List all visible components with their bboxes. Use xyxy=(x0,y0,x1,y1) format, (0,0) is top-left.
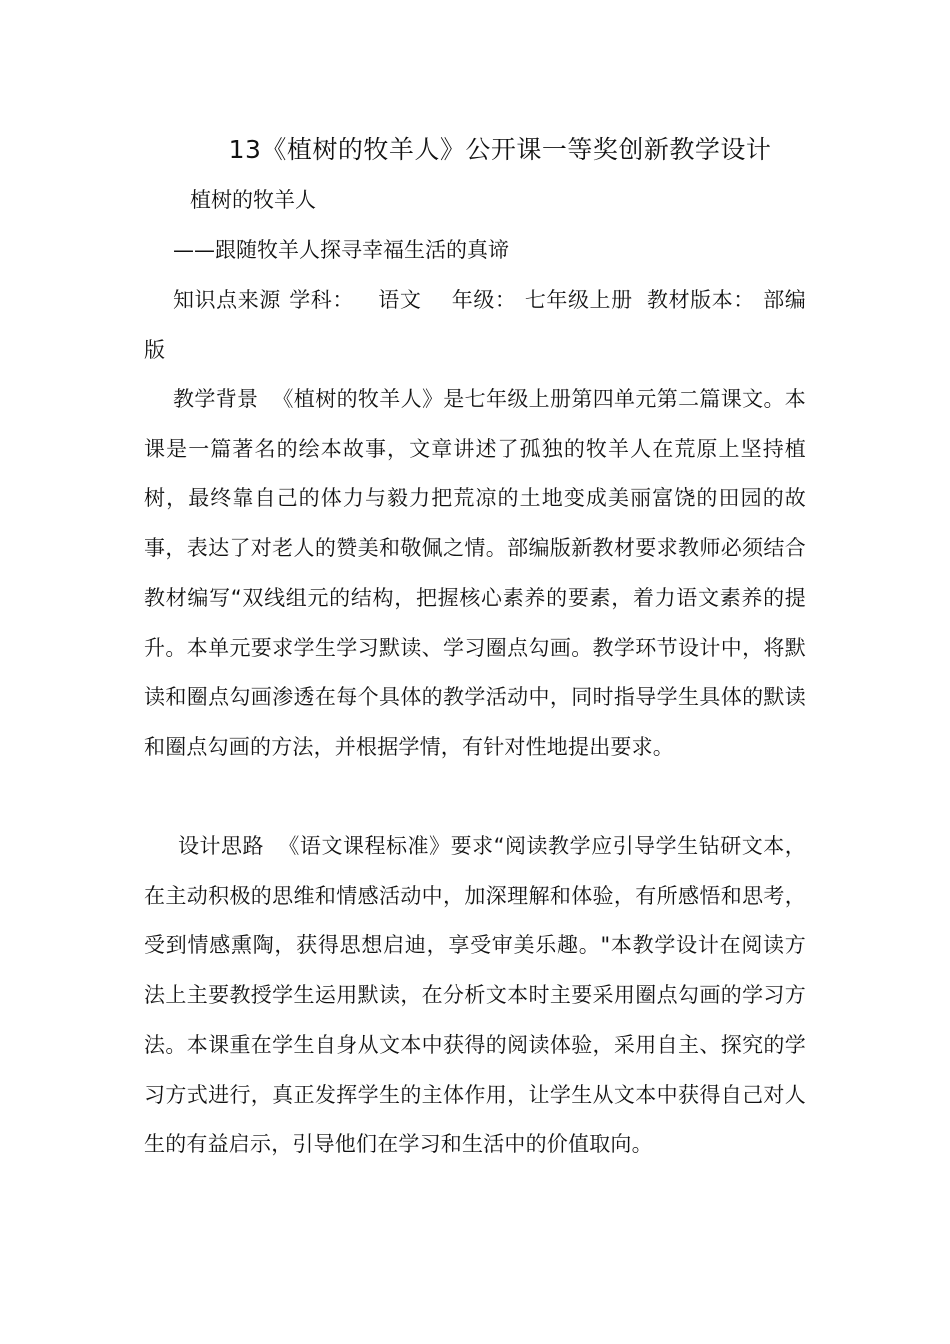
subject-value: 语文 xyxy=(377,288,422,312)
design-paragraph xyxy=(144,822,806,1170)
grade-value: 七年级上册 xyxy=(524,288,633,312)
design-heading: 设计思路 xyxy=(178,834,265,858)
theme-line: ——跟随牧羊人探寻幸福生活的真谛 xyxy=(173,238,509,262)
background-heading: 教学背景 xyxy=(173,387,259,411)
lesson-subtitle: 植树的牧羊人 xyxy=(190,188,316,212)
source-label: 知识点来源 xyxy=(173,288,281,312)
background-text: 《植树的牧羊人》是七年级上册第四单元第二篇课文。本课是一篇著名的绘本故事，文章讲述了孤独的牧羊人在荒原上坚持植树，最终靠自己的体力与毅力把荒凉的土地变成美丽富饶的田园的故事，表达了对老人的赞美和敬佩之情。部编版新教材要求教师必须结合教材编写“双线组元的结构，把握核心素养的要素，着力语文素养的提升。本单元要求学生学习默读、学习圈点勾画。教学环节设计中，将默读和圈点勾画渗透在每个具体的教学活动中，同时指导学生具体的默读和圈点勾画的方法，并根据学情，有针对性地提出要求。 xyxy=(144,387,806,759)
info-paragraph xyxy=(144,276,806,375)
document-title: 13《植树的牧羊人》公开课一等奖创新教学设计 xyxy=(228,135,772,164)
background-paragraph xyxy=(144,375,806,773)
edition-value: 部编版 xyxy=(144,288,806,362)
grade-label: 年级： xyxy=(451,288,517,312)
subject-label: 学科： xyxy=(288,288,354,312)
edition-label: 教材版本： xyxy=(646,288,755,312)
design-text: 《语文课程标准》要求“阅读教学应引导学生钻研文本，在主动积极的思维和情感活动中，加深理解和体验，有所感悟和思考，受到情感熏陶，获得思想启迪，享受审美乐趣。"本教学设计在阅读方法上主要教授学生运用默读，在分析文本时主要采用圈点勾画的学习方法。本课重在学生自身从文本中获得的阅读体验，采用自主、探究的学习方式进行，真正发挥学生的主体作用，让学生从文本中获得自己对人生的有益启示，引导他们在学习和生活中的价值取向。 xyxy=(144,834,806,1157)
